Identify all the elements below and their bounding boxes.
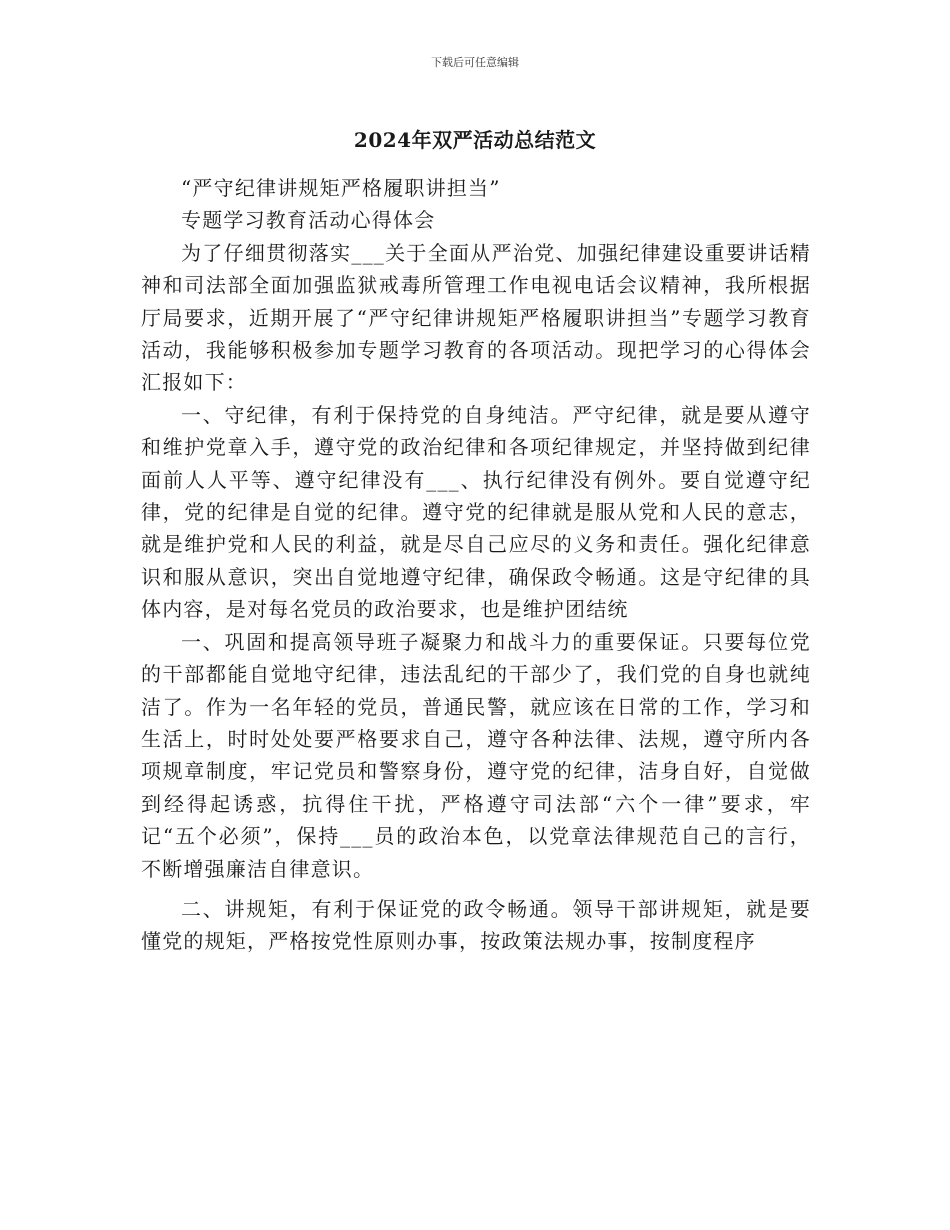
document-body: [141, 172, 811, 958]
header-note: 下载后可任意编辑: [431, 56, 519, 69]
paragraph-discipline: 一、守纪律，有利于保持党的自身纯洁。严守纪律，就是要从遵守和维护党章入手，遵守党的政治纪律和各项纪律规定，并坚持做到纪律面前人人平等、遵守纪律没有___、执行纪律没有例外。要自觉遵守纪律，党的纪律是自觉的纪律。遵守党的纪律就是服从党和人民的意志，就是维护党和人民的利益，就是尽自己应尽的义务和责任。强化纪律意识和服从意识，突出自觉地遵守纪律，确保政令畅通。这是守纪律的具体内容，是对每名党员的政治要求，也是维护团结统: [141, 402, 811, 622]
document-title: 2024年双严活动总结范文: [353, 128, 597, 152]
subtitle-quote: “严守纪律讲规矩严格履职讲担当”: [181, 176, 501, 200]
paragraph-consolidate: 一、巩固和提高领导班子凝聚力和战斗力的重要保证。只要每位党的干部都能自觉地守纪律，违法乱纪的干部少了，我们党的自身也就纯洁了。作为一名年轻的党员，普通民警，就应该在日常的工作，学习和生活上，时时处处要严格要求自己，遵守各种法律、法规，遵守所内各项规章制度，牢记党员和警察身份，遵守党的纪律，洁身自好，自觉做到经得起诱惑，抗得住干扰，严格遵守司法部“六个一律”要求，牢记“五个必须”，保持___员的政治本色，以党章法律规范自己的言行，不断增强廉洁自律意识。: [141, 629, 811, 881]
paragraph-intro: 为了仔细贯彻落实___关于全面从严治党、加强纪律建设重要讲话精神和司法部全面加强监狱戒毒所管理工作电视电话会议精神，我所根据厅局要求，近期开展了“严守纪律讲规矩严格履职讲担当”专题学习教育活动，我能够积极参加专题学习教育的各项活动。现把学习的心得体会汇报如下：: [141, 240, 811, 395]
subtitle-topic: 专题学习教育活动心得体会: [181, 208, 436, 233]
paragraph-rules: 二、讲规矩，有利于保证党的政令畅通。领导干部讲规矩，就是要懂党的规矩，严格按党性原则办事，按政策法规办事，按制度程序: [141, 896, 811, 954]
